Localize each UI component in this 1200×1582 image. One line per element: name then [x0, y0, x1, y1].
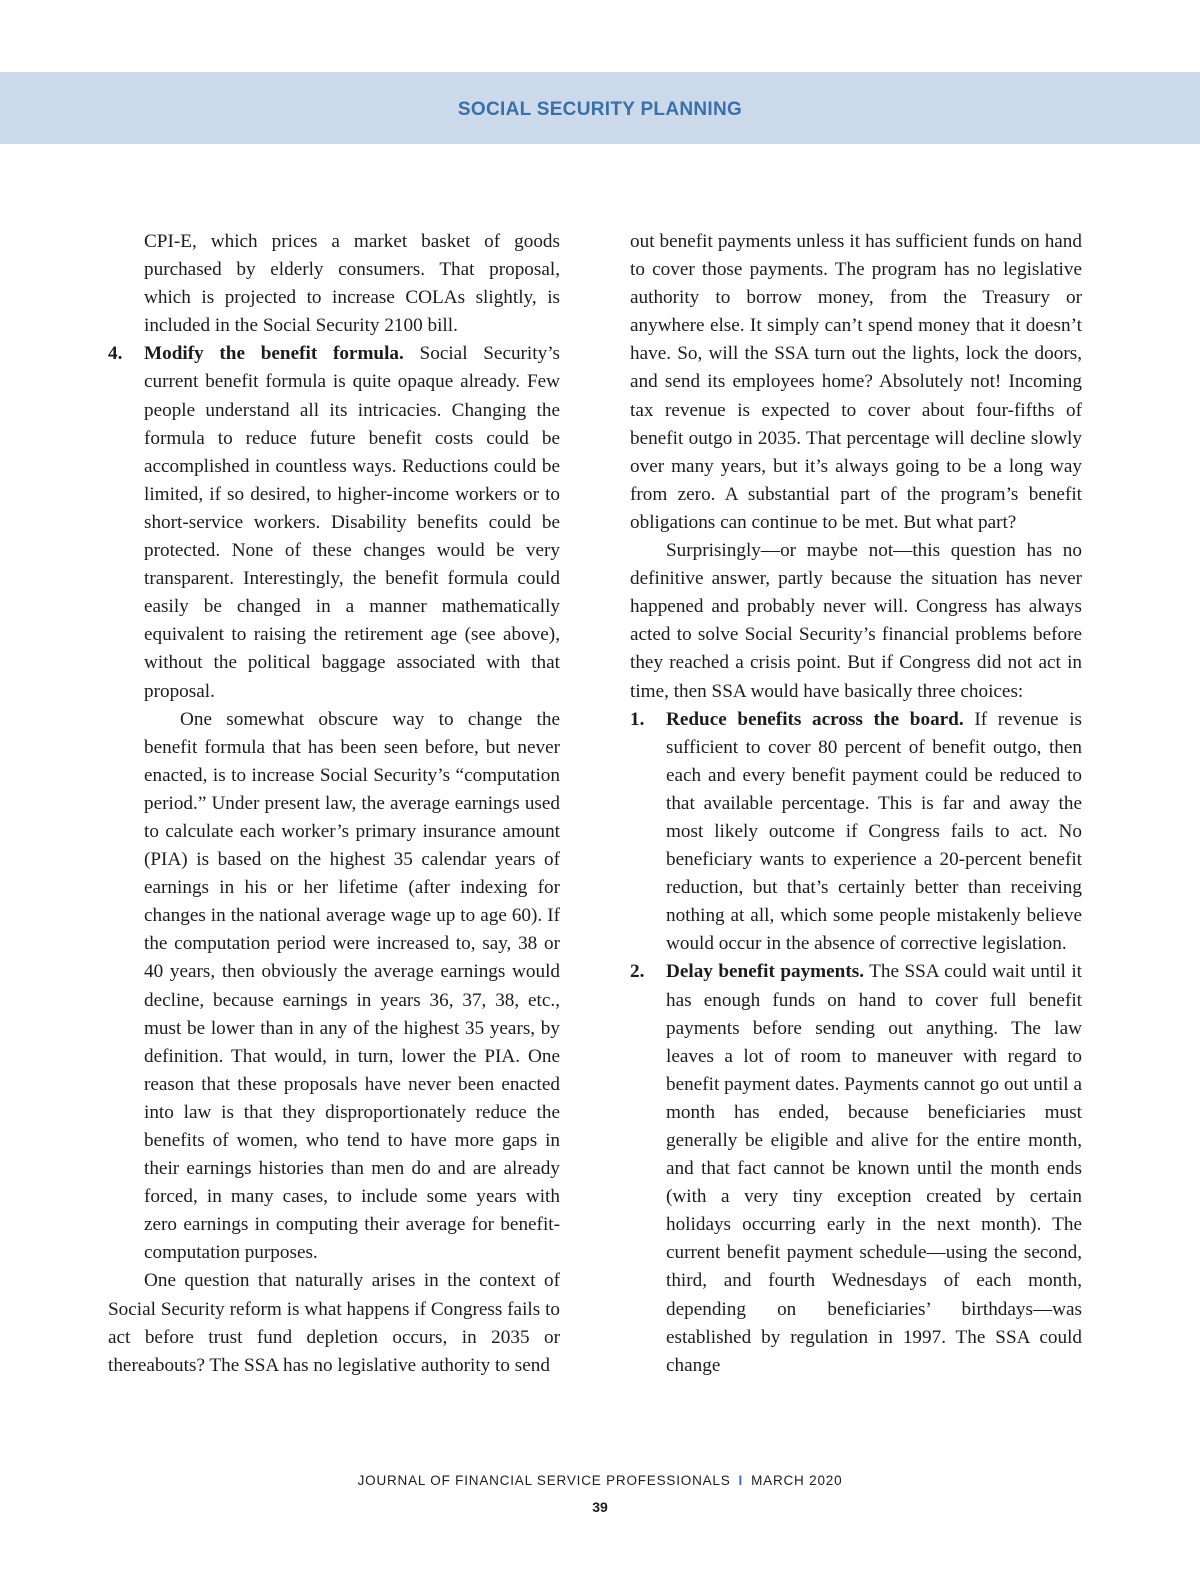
list-item-body: The SSA could wait until it has enough funds on hand to cover full benefit payments before sending out anything. The law leaves a lot of room to maneuver with regard to benefit payment dates. Payments cannot go out until a month has ended, because beneficiaries must generally be eligible and alive for the entire month, and that fact cannot be known until the month ends (with a very tiny exception created by certain holidays occurring early in the next month). The current benefit payment schedule—using the second, third, and fourth Wednesdays of each month, depending on beneficiaries’ birthdays—was established by regulation in 1997. The SSA could change — [666, 961, 1082, 1376]
list-item-text — [144, 340, 560, 705]
footer-separator: I — [738, 1473, 744, 1488]
right-column — [630, 228, 1082, 1380]
depletion-question-paragraph: One question that naturally arises in the context of Social Security reform is what happens if Congress fails to act before trust fund depletion occurs, in 2035 or thereabouts? The SSA has no legislative authority to send — [108, 1270, 560, 1376]
left-column — [108, 228, 560, 1380]
list-item-2 — [630, 958, 1082, 1379]
section-header-band — [0, 72, 1200, 144]
continuation-paragraph: CPI-E, which prices a market basket of goods purchased by elderly consumers. That proposal, which is projected to increase COLAs slightly, is included in the Social Security 2100 bill. — [144, 231, 560, 337]
section-title: SOCIAL SECURITY PLANNING — [457, 99, 743, 120]
list-item-4 — [108, 340, 560, 705]
list-item-text — [666, 958, 1082, 1379]
list-number: 1. — [630, 708, 645, 730]
journal-name: JOURNAL OF FINANCIAL SERVICE PROFESSIONALS — [357, 1473, 731, 1488]
page-footer — [0, 1473, 1200, 1488]
list-number: 2. — [630, 961, 645, 983]
page-number: 39 — [592, 1499, 608, 1515]
list-item-title: Modify the benefit formula. — [144, 343, 404, 365]
list-item-title: Delay benefit payments. — [666, 961, 865, 983]
funds-paragraph: out benefit payments unless it has sufficient funds on hand to cover those payments. The program has no legislative authority to borrow money, from the Treasury or anywhere else. It simply can’t spend money that it doesn’t have. So, will the SSA turn out the lights, lock the doors, and send its employees home? Absolutely not! Incoming tax revenue is expected to cover about four-fifths of benefit outgo in 2035. That percentage will decline slowly over many years, but it’s always going to be a long way from zero. A substantial part of the program’s benefit obligations can continue to be met. But what part? — [630, 231, 1082, 533]
choices-intro-paragraph: Surprisingly—or maybe not—this question has no definitive answer, partly because the situation has never happened and probably never will. Congress has always acted to solve Social Security’s financial problems before they reached a crisis point. But if Congress did not act in time, then SSA would have basically three choices: — [630, 540, 1082, 702]
issue-date: MARCH 2020 — [751, 1473, 843, 1488]
list-item-body: If revenue is sufficient to cover 80 percent of benefit outgo, then each and every benefit payment could be reduced to that available percentage. This is far and away the most likely outcome if Congress fails to act. No beneficiary wants to experience a 20-percent benefit reduction, but that’s certainly better than receiving nothing at all, which some people mistakenly believe would occur in the absence of corrective legislation. — [666, 708, 1082, 955]
list-item-text — [666, 706, 1082, 959]
computation-period-paragraph: One somewhat obscure way to change the benefit formula that has been seen before, but never enacted, is to increase Social Security’s “computation period.” Under present law, the average earnings used to calculate each worker’s primary insurance amount (PIA) is based on the highest 35 calendar years of earnings in his or her lifetime (after indexing for changes in the national average wage up to age 60). If the computation period were increased to, say, 38 or 40 years, then obviously the average earnings would decline, because earnings in years 36, 37, 38, etc., must be lower than in any of the highest 35 years, by definition. That would, in turn, lower the PIA. One reason that these proposals have never been enacted into law is that they disproportionately reduce the benefits of women, who tend to have more gaps in their earnings histories than men do and are already forced, in many cases, to include some years with zero earnings in computing their average for benefit-computation purposes. — [144, 708, 560, 1264]
list-item-1 — [630, 706, 1082, 959]
list-item-title: Reduce benefits across the board. — [666, 708, 964, 730]
list-number: 4. — [108, 343, 123, 365]
list-item-body: Social Security’s current benefit formula is quite opaque already. Few people understand all its intricacies. Changing the formula to reduce future benefit costs could be accomplished in countless ways. Reductions could be limited, if so desired, to higher-income workers or to short-service workers. Disability benefits could be protected. None of these changes would be very transparent. Interestingly, the benefit formula could easily be changed in a manner mathematically equivalent to raising the retirement age (see above), without the political baggage associated with that proposal. — [144, 343, 560, 702]
